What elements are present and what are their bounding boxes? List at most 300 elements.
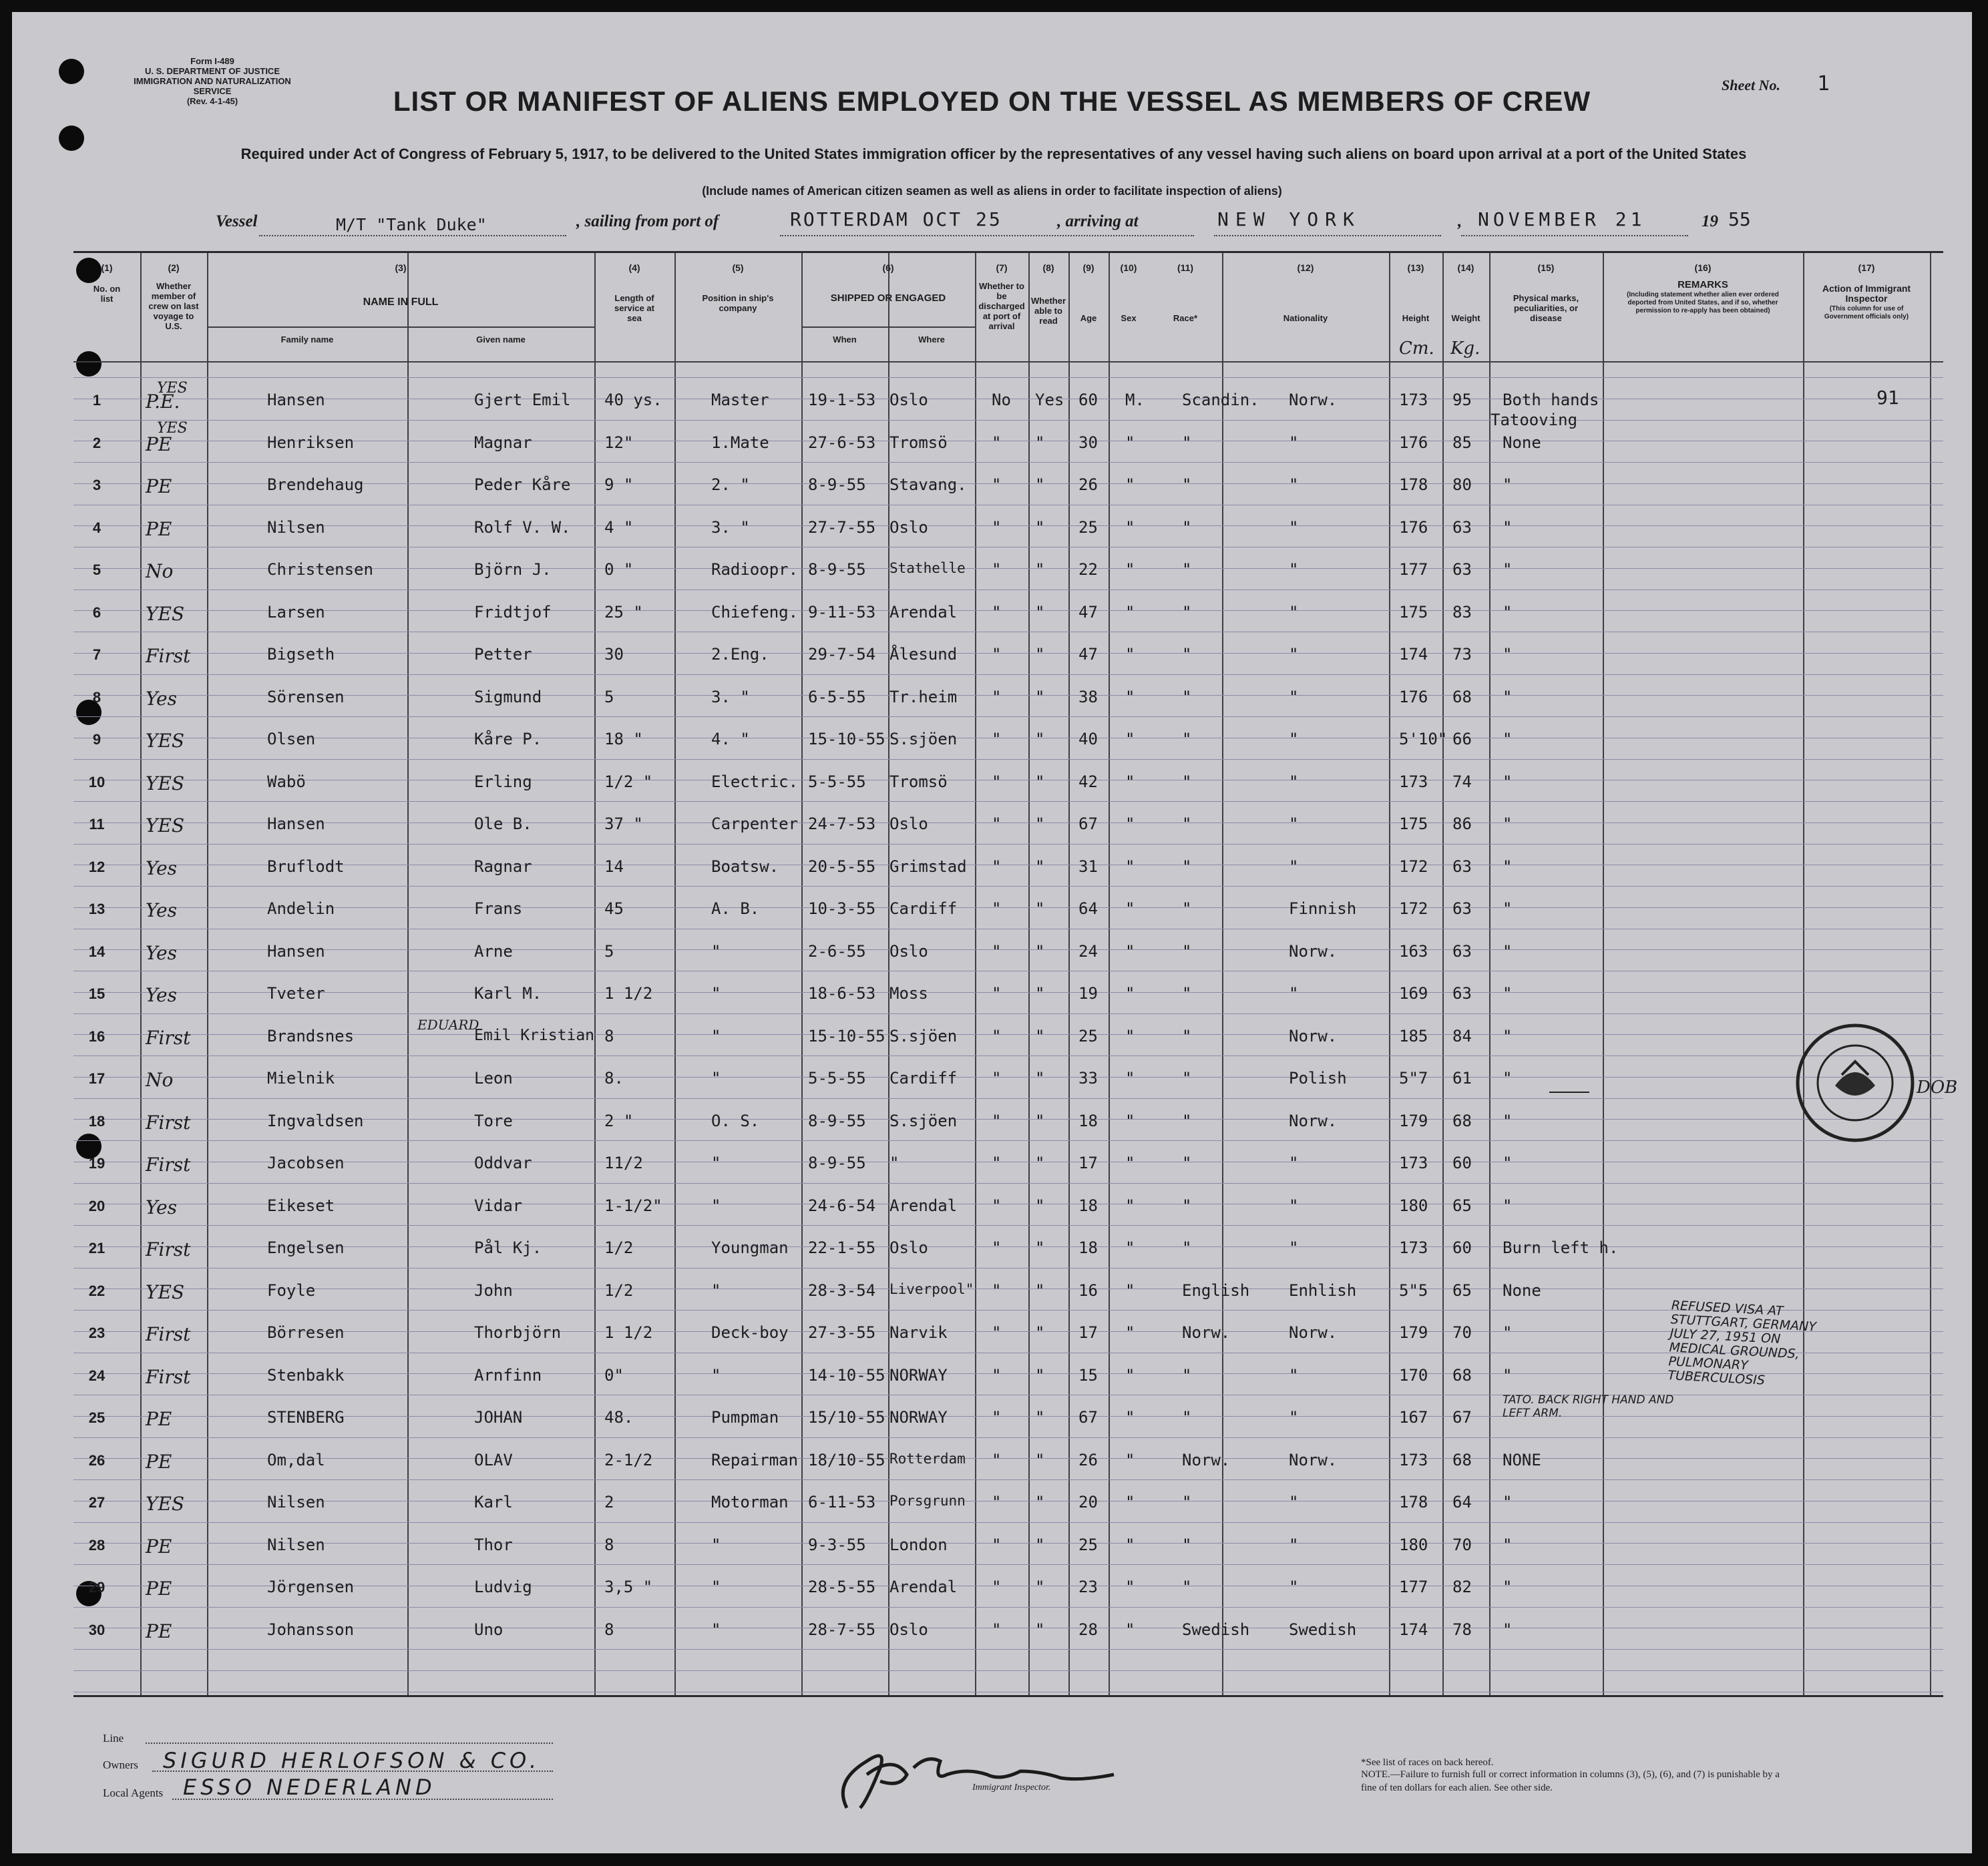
ruled-line [73, 1246, 1943, 1247]
row-number: 2 [92, 434, 102, 451]
cell-age: 28 [1078, 1620, 1098, 1639]
cell-svc: 37 " [604, 814, 643, 833]
cell-dis: " [992, 433, 1002, 452]
cell-sex: " [1125, 1069, 1135, 1088]
cell-race: " [1182, 687, 1192, 706]
cell-race: " [1182, 1578, 1192, 1596]
cell-read: " [1035, 1111, 1045, 1130]
cell-prev: PE [146, 517, 172, 540]
cell-ht: 176 [1399, 687, 1428, 706]
row-number: 11 [89, 816, 105, 833]
cell-where: S.sjöen [889, 730, 958, 748]
cell-when: 28-5-55 [808, 1578, 876, 1596]
cell-marks: " [1503, 730, 1513, 748]
row-number: 26 [88, 1451, 106, 1469]
cell-ht: 5'10" [1399, 730, 1448, 748]
cell-svc: 48. [604, 1408, 634, 1427]
ruled-line [73, 992, 1943, 993]
cell-nat: Norw. [1289, 1450, 1338, 1469]
cell-wt: 85 [1452, 433, 1472, 452]
cell-race: " [1182, 814, 1192, 833]
cell-wt: 61 [1452, 1069, 1472, 1088]
cell-wt: 86 [1452, 814, 1472, 833]
remark-row-17-tail: DOB [1917, 1078, 1958, 1098]
cell-nat: " [1289, 730, 1299, 748]
ruled-line [73, 844, 1943, 845]
cell-svc: 25 " [604, 602, 643, 622]
col-5-header: (5) Position in ship's company [702, 262, 774, 313]
cell-marks: " [1503, 1069, 1513, 1088]
cell-read: " [1035, 1535, 1045, 1554]
cell-age: 22 [1078, 560, 1098, 579]
cell-wt: 70 [1452, 1535, 1472, 1554]
cell-race: " [1182, 602, 1192, 622]
cell-marks: " [1503, 1323, 1513, 1342]
cell-age: 38 [1078, 687, 1098, 706]
cell-pos: 2. " [711, 475, 750, 494]
cell-given: Petter [474, 645, 532, 664]
cell-race: " [1182, 1154, 1192, 1172]
cell-svc: 12" [604, 433, 634, 452]
ruled-line [73, 377, 1943, 378]
cell-read: " [1035, 814, 1045, 833]
cell-read: " [1035, 1620, 1045, 1639]
cell-nat: " [1289, 517, 1299, 537]
cell-sex: " [1125, 772, 1135, 791]
cell-given: Rolf V. W. [474, 517, 571, 537]
cell-fam: Henriksen [267, 433, 355, 452]
cell-read: " [1035, 1280, 1045, 1300]
cell-pos: " [711, 1578, 721, 1596]
cell-when: 28-3-54 [808, 1280, 876, 1300]
cell-pos: 2.Eng. [711, 645, 769, 664]
cell-where: Cardiff [889, 1069, 958, 1088]
cell-prev: First [146, 1154, 191, 1176]
cell-race: " [1182, 1196, 1192, 1215]
cell-pos: 1.Mate [711, 433, 769, 452]
ruled-line [73, 949, 1943, 950]
row-number: 1 [92, 392, 102, 409]
cell-pos: Master [711, 391, 769, 409]
cell-ht: 176 [1399, 433, 1428, 452]
cell-age: 18 [1078, 1196, 1098, 1215]
cell-where: Stathelle [889, 560, 966, 576]
cell-pos: " [711, 984, 721, 1003]
col-7-header: (7) Whether to be discharged at port of arrival [978, 262, 1025, 331]
cell-given: Leon [474, 1069, 513, 1088]
cell-given: Arne [474, 941, 513, 961]
cell-race: " [1182, 560, 1192, 579]
cell-marks: " [1503, 772, 1513, 791]
cell-age: 17 [1078, 1154, 1098, 1172]
cell-svc: 0 " [604, 560, 634, 579]
cell-given: JOHAN [474, 1408, 523, 1427]
cell-fam: Andelin [267, 899, 335, 918]
cell-marks: " [1503, 1196, 1513, 1215]
cell-ht: 178 [1399, 475, 1428, 494]
line-label: Line [103, 1732, 124, 1744]
cell-sex: " [1125, 984, 1135, 1003]
cell-where: Oslo [889, 1238, 928, 1257]
cell-age: 18 [1078, 1111, 1098, 1130]
cell-prev: PE [146, 1620, 172, 1642]
cell-wt: 84 [1452, 1026, 1472, 1045]
cell-read: " [1035, 772, 1045, 791]
cell-prev: First [146, 1323, 191, 1345]
cell-ht: 5"7 [1399, 1069, 1428, 1088]
cell-prev: First [146, 1026, 191, 1049]
cell-prev: YES [146, 730, 185, 752]
when-header: When [833, 334, 857, 344]
cell-given: Emil Kristian [474, 1026, 595, 1044]
cell-pos: Electric. [711, 772, 799, 791]
year-value: 55 [1728, 208, 1751, 230]
document-subtitle-note: (Include names of American citizen seamen as well as aliens in order to facilitate inspection of aliens) [702, 184, 1282, 198]
cell-ht: 174 [1399, 645, 1428, 664]
cell-pos: " [711, 1154, 721, 1172]
cell-fam: Börresen [267, 1323, 345, 1342]
cell-read: " [1035, 1069, 1045, 1088]
row-number: 16 [88, 1027, 106, 1045]
cell-ht: 180 [1399, 1535, 1428, 1554]
cell-prev: Yes [146, 899, 177, 921]
ruled-line [73, 1013, 1943, 1014]
cell-given: Björn J. [474, 560, 552, 579]
row-number: 20 [88, 1197, 106, 1214]
cell-nat: Norw. [1289, 1026, 1338, 1045]
ruled-line [73, 801, 1943, 802]
cell-given: Kåre P. [474, 730, 542, 748]
cell-wt: 65 [1452, 1196, 1472, 1215]
cell-dis: " [992, 1196, 1002, 1215]
cell-ht: 174 [1399, 1620, 1428, 1639]
cell-wt: 65 [1452, 1280, 1472, 1300]
cell-given: Uno [474, 1620, 504, 1639]
cell-where: Arendal [889, 602, 958, 622]
cell-where: Liverpool" [889, 1280, 974, 1297]
cell-sex: " [1125, 433, 1135, 452]
cell-svc: 45 [604, 899, 624, 918]
cell-read: " [1035, 645, 1045, 664]
row-1-prev-top: YES [157, 380, 188, 397]
cell-where: Tr.heim [889, 687, 958, 706]
cell-dis: No [992, 391, 1011, 409]
cell-ht: 5"5 [1399, 1280, 1428, 1300]
cell-race: " [1182, 730, 1192, 748]
cell-marks: None [1503, 433, 1541, 452]
cell-where: Ålesund [889, 645, 958, 664]
cell-nat: Norw. [1289, 1323, 1338, 1342]
cell-when: 18/10-55 [808, 1450, 885, 1469]
cell-ht: 177 [1399, 560, 1428, 579]
cell-dis: " [992, 1323, 1002, 1342]
cell-wt: 63 [1452, 560, 1472, 579]
cell-ht: 173 [1399, 391, 1428, 409]
col-12-header: (12) Nationality [1283, 262, 1328, 323]
cell-when: 6-11-53 [808, 1493, 876, 1511]
inspector-label: Immigrant Inspector. [972, 1783, 1051, 1793]
cell-read: " [1035, 984, 1045, 1003]
ruled-line [73, 653, 1943, 654]
cell-age: 64 [1078, 899, 1098, 918]
cell-sex: " [1125, 1620, 1135, 1639]
cell-fam: Christensen [267, 560, 373, 579]
cell-dis: " [992, 1154, 1002, 1172]
cell-nat: Norw. [1289, 941, 1338, 961]
cell-pos: " [711, 1196, 721, 1215]
cell-ht: 179 [1399, 1111, 1428, 1130]
cell-nat: Finnish [1289, 899, 1357, 918]
cell-prev: First [146, 1111, 191, 1134]
cell-age: 24 [1078, 941, 1098, 961]
row-number: 10 [88, 773, 106, 790]
cell-wt: 83 [1452, 602, 1472, 622]
year-label: 19 [1702, 212, 1718, 230]
cell-dis: " [992, 1111, 1002, 1130]
cell-age: 25 [1078, 1026, 1098, 1045]
cell-prev: YES [146, 602, 185, 625]
cell-when: 15-10-55 [808, 1026, 885, 1045]
row-16-given-correction: EDUARD [417, 1017, 479, 1033]
cell-when: 15-10-55 [808, 730, 885, 748]
cell-pos: 3. " [711, 517, 750, 537]
cell-marks: None [1503, 1280, 1541, 1300]
cell-nat: Swedish [1289, 1620, 1357, 1639]
row-number: 21 [88, 1240, 106, 1256]
cell-wt: 74 [1452, 772, 1472, 791]
cell-when: 6-5-55 [808, 687, 866, 706]
cell-fam: Olsen [267, 730, 316, 748]
col-3-header: (3) NAME IN FULL [363, 262, 439, 308]
cell-pos: Pumpman [711, 1408, 779, 1427]
ruled-line [73, 674, 1943, 675]
cell-when: 29-7-54 [808, 645, 876, 664]
cell-svc: 40 ys. [604, 391, 662, 409]
row-number: 18 [88, 1112, 106, 1130]
cell-race: " [1182, 857, 1192, 876]
cell-marks: Burn left h. [1503, 1238, 1619, 1257]
cell-race: " [1182, 984, 1192, 1003]
cell-dis: " [992, 687, 1002, 706]
cell-marks: " [1503, 1578, 1513, 1596]
cell-svc: 14 [604, 857, 624, 876]
cell-marks: " [1503, 517, 1513, 537]
cell-read: " [1035, 941, 1045, 961]
cell-wt: 95 [1452, 391, 1472, 409]
inspector-mark: 91 [1876, 387, 1899, 409]
cell-read: " [1035, 1238, 1045, 1257]
cell-age: 33 [1078, 1069, 1098, 1088]
row-number: 17 [88, 1070, 106, 1087]
cell-fam: Hansen [267, 941, 325, 961]
cell-pos: " [711, 1069, 721, 1088]
cell-sex: " [1125, 1323, 1135, 1342]
col-9-header: (9) Age [1080, 262, 1097, 323]
cell-sex: " [1125, 1280, 1135, 1300]
cell-age: 26 [1078, 475, 1098, 494]
cell-svc: 8 [604, 1535, 614, 1554]
cell-ht: 180 [1399, 1196, 1428, 1215]
cell-fam: Bruflodt [267, 857, 345, 876]
cell-dis: " [992, 1238, 1002, 1257]
cell-wt: 60 [1452, 1154, 1472, 1172]
cell-dis: " [992, 857, 1002, 876]
manifest-sheet [12, 12, 1972, 1853]
cell-pos: 4. " [711, 730, 750, 748]
cell-given: OLAV [474, 1450, 513, 1469]
cell-pos: Motorman [711, 1493, 789, 1511]
cell-marks: " [1503, 899, 1513, 918]
cell-age: 25 [1078, 517, 1098, 537]
row-number: 29 [88, 1579, 106, 1596]
cell-pos: Youngman [711, 1238, 789, 1257]
cell-age: 67 [1078, 1408, 1098, 1427]
cell-svc: 1/2 " [604, 772, 653, 791]
cell-race: " [1182, 772, 1192, 791]
cell-nat: " [1289, 1365, 1299, 1385]
cell-read: " [1035, 1196, 1045, 1215]
cell-fam: Stenbakk [267, 1365, 345, 1385]
cell-race: " [1182, 1238, 1192, 1257]
cell-sex: " [1125, 1578, 1135, 1596]
cell-race: " [1182, 899, 1192, 918]
ruled-line [73, 610, 1943, 611]
cell-race: " [1182, 1365, 1192, 1385]
ruled-line [73, 1140, 1943, 1141]
cell-nat: " [1289, 602, 1299, 622]
ruled-line [73, 1373, 1943, 1374]
cell-svc: 5 [604, 687, 614, 706]
cell-ht: 172 [1399, 899, 1428, 918]
ruled-line [73, 1522, 1943, 1523]
cell-dis: " [992, 645, 1002, 664]
col-10-header: (10) Sex [1120, 262, 1137, 323]
col-14-header: (14) Weight [1451, 262, 1480, 323]
cell-age: 42 [1078, 772, 1098, 791]
cell-pos: " [711, 1026, 721, 1045]
cell-prev: YES [146, 1280, 185, 1303]
cell-given: Ragnar [474, 857, 532, 876]
sailing-value: ROTTERDAM OCT 25 [790, 208, 1002, 230]
cell-prev: PE [146, 433, 172, 455]
row-number: 12 [88, 858, 106, 875]
row-number: 15 [88, 985, 106, 1002]
cell-read: " [1035, 433, 1045, 452]
cell-marks: " [1503, 1365, 1513, 1385]
cell-marks: " [1503, 687, 1513, 706]
cell-dis: " [992, 772, 1002, 791]
penalty-note: NOTE.—Failure to furnish full or correct information in columns (3), (5), (6), and (7) is punishable by a fine of ten dollars for each alien. See other side. [1361, 1769, 1780, 1793]
cell-when: 27-3-55 [808, 1323, 876, 1342]
cell-nat: " [1289, 645, 1299, 664]
cell-prev: Yes [146, 984, 177, 1006]
cell-dis: " [992, 730, 1002, 748]
cell-given: Pål Kj. [474, 1238, 542, 1257]
cell-sex: " [1125, 1026, 1135, 1045]
sailing-dots [780, 235, 1194, 236]
sailing-label: , sailing from port of [576, 212, 719, 230]
cell-ht: 177 [1399, 1578, 1428, 1596]
cell-nat: Norw. [1289, 1111, 1338, 1130]
cell-race: Swedish [1182, 1620, 1250, 1639]
cell-dis: " [992, 1493, 1002, 1511]
row-number: 22 [88, 1282, 106, 1299]
ruled-line [73, 1543, 1943, 1544]
cell-where: Oslo [889, 517, 928, 537]
cell-sex: " [1125, 1365, 1135, 1385]
ruled-line [73, 1649, 1943, 1650]
cell-fam: Hansen [267, 391, 325, 409]
cell-race: " [1182, 475, 1192, 494]
ruled-line [73, 695, 1943, 696]
cell-read: " [1035, 475, 1045, 494]
cell-where: Stavang. [889, 475, 967, 494]
cell-marks: " [1503, 1154, 1513, 1172]
cell-read: " [1035, 1154, 1045, 1172]
ruled-line [73, 462, 1943, 463]
cell-when: 24-6-54 [808, 1196, 876, 1215]
cell-svc: 30 [604, 645, 624, 664]
cell-age: 60 [1078, 391, 1098, 409]
cell-race: " [1182, 433, 1192, 452]
cell-given: Vidar [474, 1196, 523, 1215]
document-subtitle: Required under Act of Congress of February 5, 1917, to be delivered to the United States immigration officer by the representatives of any vessel having such aliens on board upon arrival at a port of the United States [240, 146, 1747, 162]
cell-ht: 173 [1399, 1450, 1428, 1469]
crew-table [73, 251, 1958, 1697]
cell-svc: 5 [604, 941, 614, 961]
cell-given: Frans [474, 899, 523, 918]
cell-given: Thorbjörn [474, 1323, 562, 1342]
cell-when: 5-5-55 [808, 772, 866, 791]
cell-pos: Radioopr. [711, 560, 799, 579]
col-13-header: (13) Height [1402, 262, 1430, 323]
cell-pos: Chiefeng. [711, 602, 799, 622]
cell-race: " [1182, 645, 1192, 664]
agents-value: ESSO NEDERLAND [183, 1775, 436, 1800]
cell-read: " [1035, 730, 1045, 748]
cell-ht: 179 [1399, 1323, 1428, 1342]
cell-marks: " [1503, 1111, 1513, 1130]
cell-age: 26 [1078, 1450, 1098, 1469]
col-15-header: (15) Physical marks, peculiarities, or disease [1513, 262, 1579, 323]
row-number: 13 [88, 901, 106, 917]
cell-read: " [1035, 1408, 1045, 1427]
cell-age: 20 [1078, 1493, 1098, 1511]
cell-age: 47 [1078, 645, 1098, 664]
cell-sex: " [1125, 814, 1135, 833]
cell-nat: " [1289, 984, 1299, 1003]
cell-dis: " [992, 814, 1002, 833]
cell-pos: O. S. [711, 1111, 760, 1130]
col-2-header: (2) Whether member of crew on last voyage to U.S. [148, 262, 199, 331]
col-17-header: (17) Action of Immigrant Inspector (This column for use of Government officials only) [1822, 262, 1911, 320]
cell-ht: 169 [1399, 984, 1428, 1003]
cell-race: " [1182, 941, 1192, 961]
cell-given: Fridtjof [474, 602, 552, 622]
cell-ht: 163 [1399, 941, 1428, 961]
cell-sex: " [1125, 1535, 1135, 1554]
cell-where: London [889, 1535, 948, 1554]
cell-svc: 2 " [604, 1111, 634, 1130]
cell-sex: " [1125, 730, 1135, 748]
cell-fam: Brandsnes [267, 1026, 355, 1045]
cell-pos: " [711, 1535, 721, 1554]
cell-read: " [1035, 1026, 1045, 1045]
col-16-header: (16) REMARKS (Including statement whether alien ever ordered deported from United States, and if so, whether permission to re-apply has been obtained) [1627, 262, 1779, 314]
ruled-line [73, 1077, 1943, 1078]
cell-when: 22-1-55 [808, 1238, 876, 1257]
cell-wt: 73 [1452, 645, 1472, 664]
